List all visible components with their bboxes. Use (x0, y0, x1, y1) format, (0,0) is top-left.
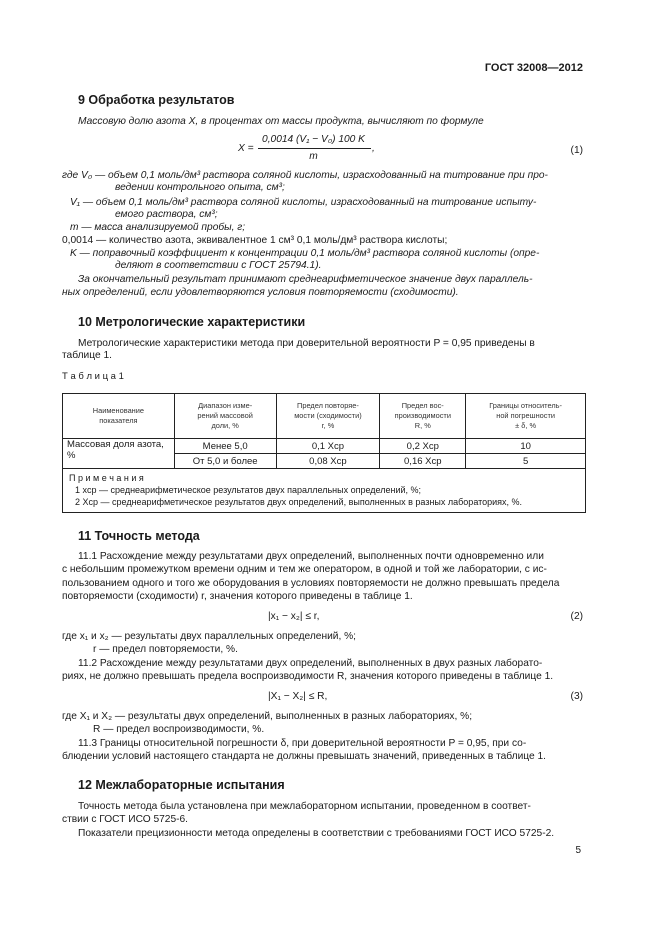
table-header-row (63, 394, 586, 439)
s9-intro: Массовую долю азота X, в процентах от массы продукта, вычисляют по формуле (78, 116, 484, 127)
table-notes (63, 469, 586, 513)
s10-paragraph-cont: таблице 1. (62, 350, 112, 361)
cell-range: От 5,0 и более (174, 454, 276, 469)
s11-1-paragraph-l4: повторяемости (сходимости) r, значения которого приведены в таблице 1. (62, 591, 413, 602)
col-header-range: Диапазон изме- рений массовой доли, % (174, 394, 276, 439)
s9-final-paragraph: За окончательный результат принимают среднеарифметическое значение двух параллель- (78, 274, 533, 285)
equation-2-number: (2) (570, 611, 583, 622)
equation-2: |x₁ − x₂| ≤ r, (268, 611, 320, 622)
cell-delta: 5 (466, 454, 586, 469)
s12-paragraph-2: Показатели прецизионности метода определены в соответствии с требованиями ГОСТ ИСО 5725-2. (78, 828, 555, 839)
metrology-table (62, 393, 586, 513)
s11-1-paragraph-l3: пользованием одного и того же оборудования в условиях повторяемости не должно превышать предела (62, 578, 560, 589)
where-v1: V₁ — объем 0,1 моль/дм³ раствора соляной кислоты, израсходованный на титрование испыту- (70, 197, 537, 208)
s11-2-paragraph: 11.2 Расхождение между результатами двух определений, выполненных в двух разных лаборато- (78, 658, 543, 669)
cell-r: 0,1 Xср (276, 439, 380, 454)
cell-indicator: Массовая доля азота, % (63, 439, 175, 469)
table-1-label: Т а б л и ц а 1 (62, 371, 124, 382)
section-12-heading: 12 Межлабораторные испытания (78, 778, 285, 792)
formula-fraction-bar (258, 148, 371, 149)
s11-1-paragraph: 11.1 Расхождение между результатами двух определений, выполненных почти одновременно или (78, 551, 544, 562)
note-1: 1 xср — среднеарифметическое результатов двух параллельных определений, %; (75, 485, 422, 495)
col-header-error-bounds: Границы относитель- ной погрешности ± δ, % (466, 394, 586, 439)
formula-tail: , (372, 143, 375, 154)
cell-R: 0,16 Xср (380, 454, 466, 469)
where-v0: где V₀ — объем 0,1 моль/дм³ раствора соляной кислоты, израсходованный на титрование при про- (62, 170, 548, 181)
s9-final-paragraph-cont: ных определений, если удовлетворяются условия повторяемости (сходимости). (62, 287, 459, 298)
s10-paragraph: Метрологические характеристики метода при доверительной вероятности P = 0,95 приведены в (78, 338, 535, 349)
s11-2-paragraph-l2: риях, не должно превышать предела воспроизводимости R, значения которого приведены в таблице 1. (62, 671, 554, 682)
notes-title: П р и м е ч а н и я (69, 473, 144, 483)
s12-paragraph-1: Точность метода была установлена при межлабораторном испытании, проведенном в соответ- (78, 801, 531, 812)
s11-1-paragraph-l2: с небольшим промежутком времени одним и тем же оператором, в одной и той же лаборатории, с ис- (62, 564, 547, 575)
where-v1-cont: емого раствора, см³; (115, 209, 218, 220)
section-11-heading: 11 Точность метода (78, 529, 200, 543)
s11-where-x: где x₁ и x₂ — результаты двух параллельных определений, %; (62, 631, 357, 642)
where-m: m — масса анализируемой пробы, г; (70, 222, 246, 233)
section-9-heading: 9 Обработка результатов (78, 93, 235, 107)
col-header-repeatability: Предел повторяе- мости (сходимости) r, % (276, 394, 380, 439)
where-k-cont: деляют в соответствии с ГОСТ 25794.1). (115, 260, 322, 271)
formula-denominator: m (309, 151, 318, 162)
formula-numerator: 0,0014 (V₁ − V₀) 100 K (262, 134, 365, 145)
cell-delta: 10 (466, 439, 586, 454)
col-header-reproducibility: Предел вос- производимости R, % (380, 394, 466, 439)
document-number: ГОСТ 32008—2012 (484, 62, 583, 74)
s11-where-R: R — предел воспроизводимости, %. (93, 724, 265, 735)
table-notes-row (63, 469, 586, 513)
cell-R: 0,2 Xср (380, 439, 466, 454)
cell-r: 0,08 Xср (276, 454, 380, 469)
where-k: K — поправочный коэффициент к концентрации 0,1 моль/дм³ раствора соляной кислоты (опре- (70, 248, 540, 259)
s11-3-paragraph: 11.3 Границы относительной погрешности δ, при доверительной вероятности P = 0,95, при со- (78, 738, 527, 749)
cell-range: Менее 5,0 (174, 439, 276, 454)
s11-where-X: где X₁ и X₂ — результаты двух определений, выполненных в разных лабораториях, %; (62, 711, 473, 722)
equation-1-number: (1) (570, 145, 583, 156)
col-header-indicator: Наименование показателя (63, 394, 175, 439)
table-row (63, 439, 586, 454)
formula-lhs: X = (238, 143, 254, 154)
where-v0-cont: ведении контрольного опыта, см³; (115, 182, 285, 193)
s11-3-paragraph-l2: блюдении условий настоящего стандарта не должны превышать значений, приведенных в таблице 1. (62, 751, 547, 762)
page-number: 5 (575, 845, 581, 856)
equation-3-number: (3) (570, 691, 583, 702)
section-10-heading: 10 Метрологические характеристики (78, 315, 306, 329)
s11-where-r: r — предел повторяемости, %. (93, 644, 238, 655)
note-2: 2 Xср — среднеарифметическое результатов двух определений, выполненных в разных лабораториях, %. (75, 497, 523, 507)
s12-paragraph-1-cont: ствии с ГОСТ ИСО 5725-6. (62, 814, 189, 825)
equation-3: |X₁ − X₂| ≤ R, (268, 691, 328, 702)
where-constant: 0,0014 — количество азота, эквивалентное 1 см³ 0,1 моль/дм³ раствора кислоты; (62, 235, 448, 246)
